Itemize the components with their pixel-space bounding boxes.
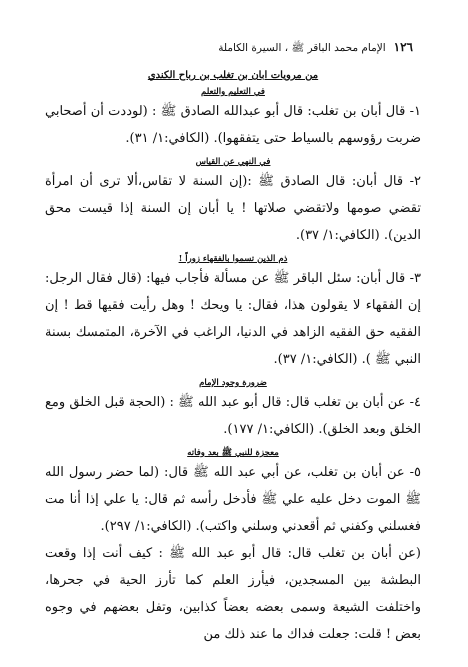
section-title-2: في النهي عن القياس [195,157,271,167]
section-title-3: ذم الذين تسموا بالفقهاء زوراً ! [178,254,288,264]
page-header [45,40,421,55]
narration-4: ٤- عن أبان بن تغلب قال: قال أبو عبد الله ﷺ : (الحجة قبل الخلق ومع الخلق وبعد الخلق). (الكافي:١/ ١٧٧). [45,395,421,437]
section-title-4: ضرورة وجود الإمام [199,378,267,388]
narration-3: ٣- قال أبان: سئل الباقر ﷺ عن مسألة فأجاب فيها: (قال فقال الرجل: إن الفقهاء لا يقولون هذا، فقال: يا ويحك ! وهل رأيت فقيها قط ! إن الفقيه حق الفقيه الزاهد في الدنيا، الراغب في الآخرة، المتمسك بسنة النبي ﷺ ). (الكافي:١/ ٣٧). [45,271,421,367]
narration-1: ١- قال أبان بن تغلب: قال أبو عبدالله الصادق ﷺ : (لوددت أن أصحابي ضربت رؤوسهم بالسياط حتى يتفقهوا). (الكافي:١/ ٣١). [45,104,421,146]
narration-5: ٥- عن أبان بن تغلب، عن أبي عبد الله ﷺ قال: (لما حضر رسول الله ﷺ الموت دخل عليه علي ﷺ فأدخل رأسه ثم قال: يا علي إذا أنا مت فغسلني وكفني ثم أقعدني وسلني واكتب). (الكافي:١/ ٢٩٧). [45,465,421,534]
main-heading: من مرويات ابان بن تغلب بن رباح الكندي [147,70,319,81]
section-title-5: معجزة للنبي ﷺ بعد وفاته [187,448,279,458]
page-number: ١٢٦ [393,40,413,54]
narration-2: ٢- قال أبان: قال الصادق ﷺ :(إن السنة لا تقاس،ألا ترى أن امرأة تقضي صومها ولاتقضي صلاتها ! يا أبان إن السنة إذا قيست محق الدين). (الكافي:١/ ٣٧). [45,174,421,243]
section-title-1: في التعليم والتعلم [201,87,265,97]
narration-6: (عن أبان بن تغلب قال: قال أبو عبد الله ﷺ : كيف أنت إذا وقعت البطشة بين المسجدين، فيأرز العلم كما تأرز الحية في جحرها، واختلفت الشيعة وسمى بعضه بعضاً كذابين، وتفل بعضهم في وجوه بعض ! قلت: جعلت فداك ما عند ذلك من [45,546,421,642]
running-title: الإمام محمد الباقر ﷺ ، السيرة الكاملة [218,42,386,54]
